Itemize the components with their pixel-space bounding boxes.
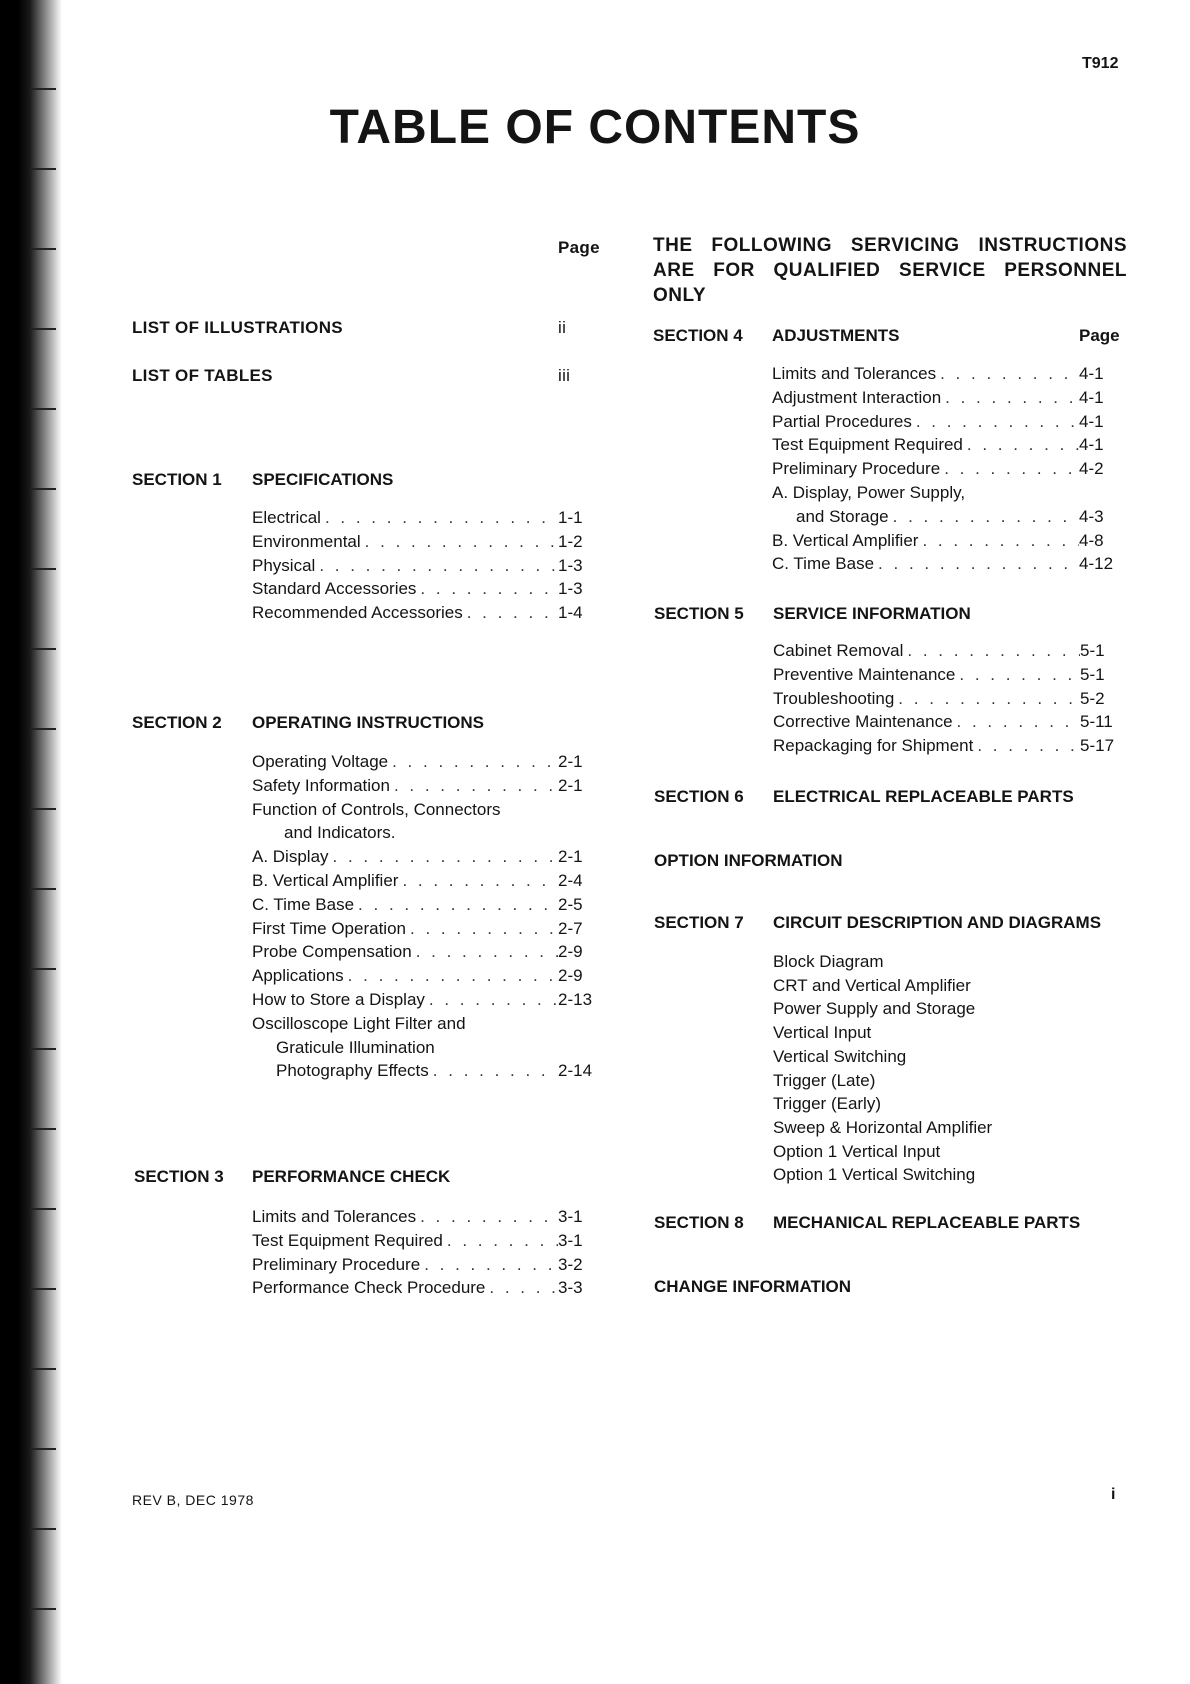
dot-leader — [321, 506, 558, 530]
toc-entry-page: 2-1 — [558, 752, 583, 771]
toc-entry-label: Probe Compensation — [252, 942, 412, 962]
diagram-entry[interactable]: Block Diagram — [773, 952, 884, 971]
toc-entry[interactable] — [252, 940, 594, 964]
binding-mark — [30, 488, 56, 490]
service-notice — [653, 233, 1127, 308]
toc-entry-page: 5-17 — [1080, 736, 1115, 756]
section-title[interactable]: PERFORMANCE CHECK — [252, 1167, 451, 1186]
toc-entry[interactable] — [252, 577, 594, 601]
toc-entry-page: 2-1 — [558, 847, 583, 867]
toc-entry[interactable] — [252, 530, 594, 554]
toc-entry[interactable] — [796, 505, 1115, 529]
diagram-entry[interactable]: Sweep & Horizontal Amplifier — [773, 1117, 993, 1137]
toc-entry-label: Preliminary Procedure — [772, 459, 941, 479]
dot-leader — [425, 988, 558, 1012]
toc-entry-page: 2-5 — [558, 894, 583, 914]
toc-entry-page: 1-2 — [558, 531, 583, 551]
binding-mark — [30, 328, 56, 330]
toc-entry-label: How to Store a Display — [252, 990, 425, 1009]
binding-mark — [30, 1528, 56, 1530]
toc-entry-label: First Time Operation — [252, 918, 406, 938]
toc-entry-page: 2-1 — [558, 775, 583, 795]
dot-leader — [315, 554, 558, 578]
section-title[interactable]: SERVICE INFORMATION — [773, 604, 971, 623]
dot-leader — [429, 1059, 558, 1083]
toc-entry[interactable]: and Indicators. — [284, 823, 396, 843]
toc-entry[interactable] — [773, 663, 1116, 687]
toc-entry[interactable] — [252, 917, 594, 941]
toc-entry-page: 4-1 — [1079, 435, 1104, 455]
toc-entry-page: 2-13 — [558, 990, 593, 1009]
dot-leader — [889, 505, 1079, 529]
toc-entry-label: Test Equipment Required — [252, 1230, 443, 1250]
toc-entry[interactable] — [773, 687, 1116, 711]
dot-leader — [918, 529, 1079, 553]
toc-entry-label: Corrective Maintenance — [773, 712, 953, 732]
dot-leader — [912, 410, 1079, 434]
toc-entry-page: 1-4 — [558, 603, 583, 623]
section-title[interactable]: OPERATING INSTRUCTIONS — [252, 713, 485, 732]
dot-leader — [894, 687, 1080, 711]
toc-entry-page: 2-9 — [558, 942, 583, 962]
toc-entry-page: 2-9 — [558, 966, 583, 986]
toc-entry-page: 1-3 — [558, 579, 583, 599]
toc-entry-label: Performance Check Procedure — [252, 1278, 486, 1298]
dot-leader — [344, 964, 558, 988]
toc-entry-label: Preliminary Procedure — [252, 1254, 421, 1274]
toc-entry-page: 5-2 — [1080, 688, 1105, 708]
dot-leader — [388, 750, 558, 774]
dot-leader — [963, 433, 1079, 457]
toc-entry-label: Limits and Tolerances — [252, 1207, 417, 1226]
page-number: i — [1111, 1486, 1116, 1503]
toc-entry[interactable] — [252, 1205, 594, 1229]
dot-leader — [329, 845, 558, 869]
dot-leader — [903, 639, 1080, 663]
toc-entry[interactable] — [252, 774, 594, 798]
toc-entry[interactable] — [773, 639, 1116, 663]
toc-entry[interactable]: Graticule Illumination — [276, 1037, 435, 1057]
binding-mark — [30, 808, 56, 810]
diagram-entry[interactable]: Trigger (Late) — [773, 1070, 876, 1090]
diagram-entry[interactable]: CRT and Vertical Amplifier — [773, 975, 971, 995]
toc-page-number: ii — [558, 318, 567, 337]
toc-entry-label: Adjustment Interaction — [772, 387, 942, 407]
dot-leader — [420, 1253, 558, 1277]
section-number: SECTION 3 — [134, 1167, 224, 1186]
toc-page-number: iii — [558, 366, 571, 385]
binding-mark — [30, 408, 56, 410]
toc-entry-label: Recommended Accessories — [252, 603, 463, 623]
toc-entry-page: 1-1 — [558, 508, 583, 527]
toc-list-of-illustrations[interactable]: LIST OF ILLUSTRATIONS — [132, 318, 343, 337]
toc-entry-page: 4-1 — [1079, 387, 1104, 407]
toc-entry-page: 3-1 — [558, 1230, 583, 1250]
toc-entry-page: 2-14 — [558, 1061, 593, 1081]
toc-entry[interactable]: Oscilloscope Light Filter and — [252, 1013, 466, 1033]
notice-line: ARE FOR QUALIFIED SERVICE PERSONNEL — [653, 260, 1127, 281]
toc-entry[interactable] — [252, 1276, 594, 1300]
diagram-entry[interactable]: Option 1 Vertical Input — [773, 1141, 941, 1161]
toc-entry-label: Environmental — [252, 531, 361, 551]
binding-mark — [30, 1208, 56, 1210]
toc-entry-label: B. Vertical Amplifier — [252, 871, 399, 890]
toc-entry[interactable] — [772, 552, 1115, 576]
toc-entry-label: Safety Information — [252, 775, 390, 795]
toc-entry[interactable] — [252, 845, 594, 869]
binding-mark — [30, 1288, 56, 1290]
toc-entry[interactable] — [252, 1253, 594, 1277]
toc-entry-page: 3-1 — [558, 1207, 583, 1226]
section-title[interactable]: ADJUSTMENTS — [772, 326, 900, 345]
toc-entry-label: C. Time Base — [772, 554, 875, 574]
toc-list-of-tables[interactable]: LIST OF TABLES — [132, 366, 273, 385]
binding-mark — [30, 648, 56, 650]
binding-mark — [30, 968, 56, 970]
binding-mark — [30, 248, 56, 250]
section-title[interactable]: SPECIFICATIONS — [252, 470, 394, 489]
diagram-entry[interactable]: Vertical Switching — [773, 1046, 907, 1066]
toc-entry[interactable] — [252, 506, 594, 530]
diagram-entry[interactable]: Trigger (Early) — [773, 1094, 881, 1114]
diagram-entry[interactable]: Power Supply and Storage — [773, 999, 976, 1019]
binding-mark — [30, 1128, 56, 1130]
section-number: SECTION 1 — [132, 470, 222, 489]
toc-entry[interactable] — [773, 734, 1116, 758]
dot-leader — [398, 869, 558, 893]
toc-entry[interactable] — [252, 964, 594, 988]
toc-entry[interactable] — [252, 1229, 594, 1253]
dot-leader — [416, 577, 558, 601]
dot-leader — [361, 530, 558, 554]
toc-entry-page: 4-8 — [1079, 530, 1104, 550]
toc-entry[interactable] — [252, 601, 594, 625]
toc-entry-label: Preventive Maintenance — [773, 664, 956, 684]
dot-leader — [874, 552, 1079, 576]
toc-entry[interactable] — [772, 386, 1115, 410]
toc-entry-label: Physical — [252, 555, 316, 575]
toc-entry[interactable] — [252, 750, 594, 774]
binding-edge — [0, 0, 62, 1684]
toc-entry[interactable] — [276, 1059, 594, 1083]
dot-leader — [390, 774, 558, 798]
binding-mark — [30, 1368, 56, 1370]
section-number: SECTION 2 — [132, 713, 222, 732]
toc-entry-page: 4-12 — [1079, 554, 1114, 574]
dot-leader — [936, 362, 1079, 386]
toc-entry[interactable] — [252, 988, 594, 1012]
toc-entry[interactable]: Function of Controls, Connectors — [252, 799, 501, 819]
dot-leader — [955, 663, 1080, 687]
section-title[interactable]: CIRCUIT DESCRIPTION AND DIAGRAMS — [773, 913, 1102, 932]
toc-entry[interactable] — [772, 410, 1115, 434]
toc-entry[interactable] — [772, 362, 1115, 386]
section-number: SECTION 5 — [654, 604, 744, 623]
toc-entry-label: Photography Effects — [276, 1061, 429, 1081]
binding-mark — [30, 888, 56, 890]
toc-entry-page: 3-2 — [558, 1254, 583, 1274]
section-number: SECTION 8 — [654, 1213, 744, 1232]
toc-entry-label: Repackaging for Shipment — [773, 736, 974, 756]
toc-entry-label: A. Display — [252, 847, 329, 867]
section-title[interactable]: MECHANICAL REPLACEABLE PARTS — [773, 1213, 1081, 1232]
toc-entry-page: 4-1 — [1079, 411, 1104, 431]
binding-mark — [30, 168, 56, 170]
toc-entry-label: Applications — [252, 966, 344, 986]
change-information[interactable]: CHANGE INFORMATION — [654, 1277, 852, 1296]
toc-entry-page: 5-1 — [1080, 641, 1105, 660]
binding-mark — [30, 728, 56, 730]
dot-leader — [443, 1229, 558, 1253]
toc-entry-label: Troubleshooting — [773, 688, 895, 708]
page-title: TABLE OF CONTENTS — [329, 101, 861, 154]
notice-line: ONLY — [653, 285, 707, 306]
toc-entry-label: Electrical — [252, 508, 321, 527]
page-column-label: Page — [1079, 326, 1120, 345]
toc-entry-label: Test Equipment Required — [772, 435, 963, 455]
toc-entry-label: and Storage — [796, 506, 889, 526]
dot-leader — [485, 1276, 558, 1300]
toc-entry-page: 4-1 — [1079, 364, 1104, 383]
section-title[interactable]: ELECTRICAL REPLACEABLE PARTS — [773, 787, 1074, 806]
toc-entry-page: 3-3 — [558, 1278, 583, 1298]
toc-entry[interactable] — [252, 554, 594, 578]
dot-leader — [354, 893, 558, 917]
toc-entry-page: 5-11 — [1080, 712, 1113, 732]
toc-entry-label: B. Vertical Amplifier — [772, 530, 919, 550]
toc-entry[interactable] — [772, 457, 1115, 481]
toc-entry[interactable] — [772, 529, 1115, 553]
binding-mark — [30, 568, 56, 570]
dot-leader — [941, 386, 1079, 410]
toc-entry[interactable] — [773, 710, 1116, 734]
toc-entry-page: 2-7 — [558, 918, 583, 938]
toc-entry[interactable] — [252, 869, 594, 893]
notice-line: THE FOLLOWING SERVICING INSTRUCTIONS — [653, 235, 1127, 256]
dot-leader — [416, 1205, 558, 1229]
toc-entry-label: Limits and Tolerances — [772, 364, 937, 383]
toc-entry-page: 2-4 — [558, 871, 583, 890]
toc-entry[interactable] — [252, 893, 594, 917]
binding-mark — [30, 88, 56, 90]
toc-entry-label: Partial Procedures — [772, 411, 912, 431]
binding-mark — [30, 1448, 56, 1450]
dot-leader — [940, 457, 1079, 481]
dot-leader — [406, 917, 558, 941]
diagram-entry[interactable]: Option 1 Vertical Switching — [773, 1165, 976, 1185]
revision-note: REV B, DEC 1978 — [132, 1492, 254, 1508]
toc-entry-label: Standard Accessories — [252, 579, 417, 599]
dot-leader — [953, 710, 1080, 734]
dot-leader — [412, 940, 558, 964]
page-column-label: Page — [558, 238, 600, 257]
section-number: SECTION 7 — [654, 913, 744, 932]
toc-entry-page: 1-3 — [558, 555, 583, 575]
section-number: SECTION 4 — [653, 326, 743, 345]
dot-leader — [463, 601, 558, 625]
toc-entry[interactable]: A. Display, Power Supply, — [772, 483, 966, 502]
document-id: T912 — [1082, 55, 1119, 72]
toc-entry-page: 5-1 — [1080, 664, 1105, 684]
toc-entry-label: Operating Voltage — [252, 752, 389, 771]
binding-mark — [30, 1048, 56, 1050]
toc-entry-page: 4-2 — [1079, 459, 1104, 479]
toc-entry-page: 4-3 — [1079, 506, 1104, 526]
option-information[interactable]: OPTION INFORMATION — [654, 851, 843, 870]
toc-entry[interactable] — [772, 433, 1115, 457]
binding-mark — [30, 1608, 56, 1610]
section-number: SECTION 6 — [654, 787, 744, 806]
dot-leader — [973, 734, 1080, 758]
toc-entry-label: Cabinet Removal — [773, 641, 904, 660]
toc-entry-label: C. Time Base — [252, 894, 355, 914]
diagram-entry[interactable]: Vertical Input — [773, 1023, 872, 1043]
